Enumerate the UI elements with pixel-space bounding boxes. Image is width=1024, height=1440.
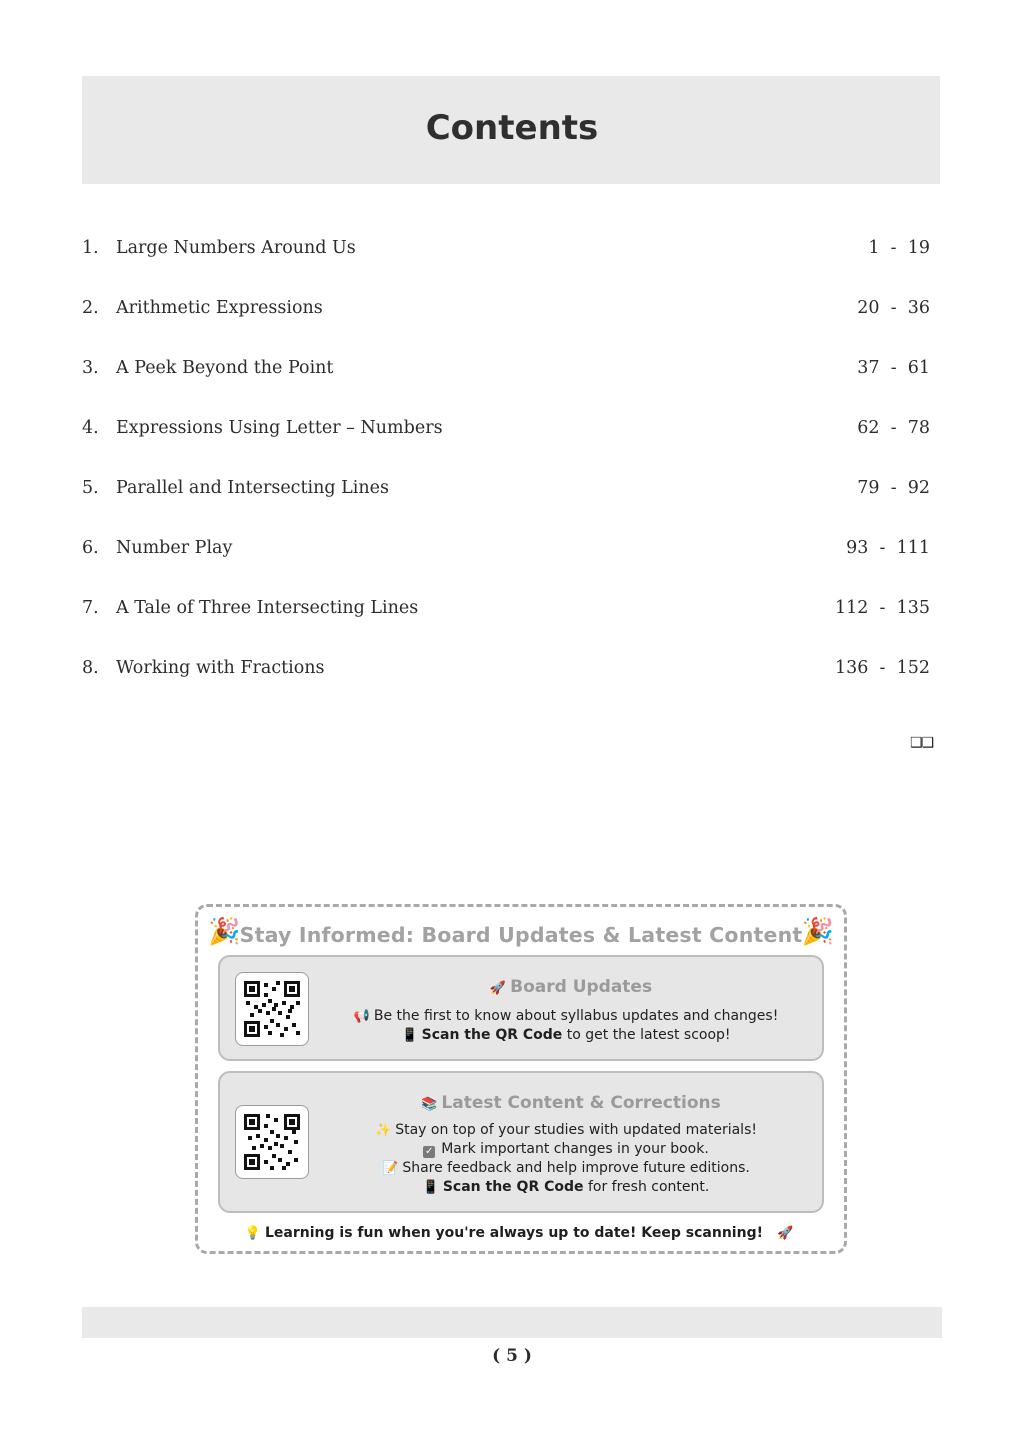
board-updates-line: Be the first to know about syllabus updates and changes! [373,1008,779,1024]
scan-qr-emphasis: Scan the QR Code [421,1027,563,1043]
latest-content-line: Mark important changes in your book. [441,1141,709,1157]
toc-entry[interactable] [82,590,932,650]
info-box-footer-text: Learning is fun when you're always up to date! Keep scanning! [265,1225,763,1241]
megaphone-icon: 📢 [353,1009,370,1024]
toc-entry[interactable] [82,470,932,530]
toc-number: 2. [82,298,99,318]
footer-band [82,1307,942,1338]
toc-title: Arithmetic Expressions [116,298,323,318]
toc-pages: 20 - 36 [857,298,930,318]
qr-code-icon [244,981,300,1037]
board-updates-panel [218,955,824,1061]
toc-number: 8. [82,658,99,678]
board-updates-title-text: Board Updates [510,977,653,997]
info-box-heading: Stay Informed: Board Updates & Latest Content [239,923,803,947]
latest-content-line: Stay on top of your studies with updated materials! [395,1122,757,1138]
toc-title: A Tale of Three Intersecting Lines [116,598,419,618]
qr-code[interactable] [235,972,309,1046]
toc-pages: 136 - 152 [835,658,930,678]
party-popper-icon: 🎉 [801,917,834,947]
latest-content-line: Share feedback and help improve future editions. [402,1160,750,1176]
page-number: ( 5 ) [492,1346,532,1366]
toc-pages: 37 - 61 [857,358,930,378]
toc-number: 1. [82,238,99,258]
toc-entry[interactable] [82,530,932,590]
scan-qr-emphasis: Scan the QR Code [442,1179,584,1195]
party-popper-icon: 🎉 [208,917,241,947]
toc-number: 3. [82,358,99,378]
table-of-contents [82,230,932,710]
books-icon: 📚 [421,1097,438,1112]
latest-content-line: for fresh content. [583,1179,710,1195]
rocket-icon: 🚀 [776,1226,794,1241]
toc-title: Large Numbers Around Us [116,238,356,258]
board-updates-text [320,1007,812,1045]
latest-content-text [320,1121,812,1197]
toc-pages: 1 - 19 [868,238,930,258]
qr-code-icon [244,1114,300,1170]
toc-entry[interactable] [82,350,932,410]
toc-pages: 62 - 78 [857,418,930,438]
rocket-icon: 🚀 [489,981,507,996]
board-updates-title [320,977,822,997]
phone-icon: 📱 [422,1180,439,1195]
toc-title: Parallel and Intersecting Lines [116,478,389,498]
board-updates-line: to get the latest scoop! [562,1027,731,1043]
toc-pages: 79 - 92 [857,478,930,498]
latest-content-title [320,1093,822,1113]
toc-title: A Peek Beyond the Point [116,358,334,378]
latest-content-panel [218,1071,824,1213]
toc-entry[interactable] [82,650,932,710]
memo-icon: 📝 [382,1161,399,1176]
toc-number: 4. [82,418,99,438]
qr-code[interactable] [235,1105,309,1179]
phone-icon: 📱 [401,1028,418,1043]
stay-informed-box [195,904,847,1254]
toc-pages: 93 - 111 [846,538,930,558]
lightbulb-icon: 💡 [244,1226,261,1241]
sparkles-icon: ✨ [375,1123,392,1138]
checkbox-icon: ✓ [425,1146,434,1157]
latest-content-title-text: Latest Content & Corrections [441,1093,721,1113]
toc-number: 6. [82,538,99,558]
toc-entry[interactable] [82,410,932,470]
toc-pages: 112 - 135 [835,598,930,618]
toc-number: 7. [82,598,99,618]
toc-entry[interactable] [82,290,932,350]
info-box-footer [198,1225,844,1241]
toc-title: Expressions Using Letter – Numbers [116,418,443,438]
toc-title: Number Play [116,538,233,558]
toc-entry[interactable] [82,230,932,290]
page-title: Contents [425,108,599,148]
toc-number: 5. [82,478,99,498]
toc-title: Working with Fractions [116,658,325,678]
end-of-section-mark: ❑❑ [910,735,934,751]
